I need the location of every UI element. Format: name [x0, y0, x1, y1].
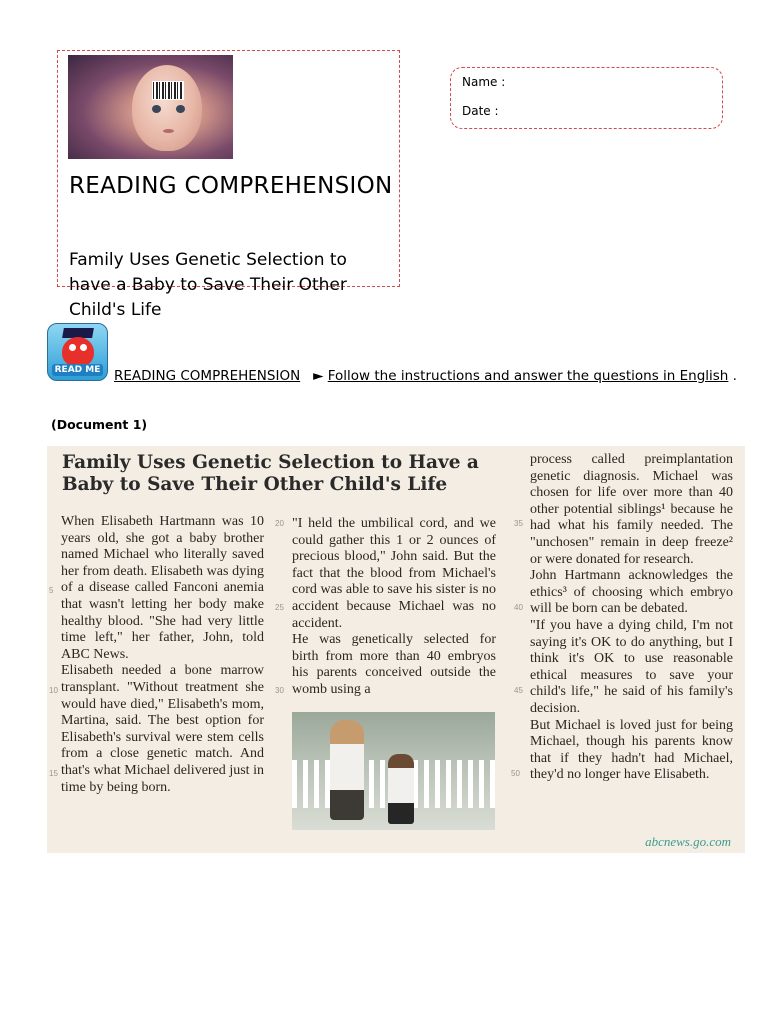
article-paragraph: When Elisabeth Hartmann was 10 years old, she got a baby brother named Michael who literally saved her from death. Elisabeth was dying of a disease called Fanconi anemia that wasn't letting her body make healthy blood. "She had very little time left," her father, John, told ABC News.	[61, 514, 264, 662]
article-column-1	[61, 514, 264, 796]
name-label: Name :	[462, 75, 506, 89]
article-scan	[47, 446, 745, 853]
line-number: 40	[514, 603, 523, 612]
article-paragraph: process called preimplantation genetic diagnosis. Michael was chosen for life over more than 40 other potential siblings¹ because he had what his family needed. The "unchosen" remain in deep freeze² or were donated for research.	[530, 452, 733, 567]
instructions	[47, 367, 737, 386]
article-paragraph: "If you have a dying child, I'm not saying it's OK to do anything, but I think it's OK to use reasonable ethical measures to save your child's life," he said of his family's decision.	[530, 617, 733, 716]
girl-figure	[330, 720, 364, 820]
article-paragraph: He was genetically selected for birth from more than 40 embryos his parents conceived outside the womb using a	[292, 632, 496, 697]
baby-with-barcode-photo	[68, 55, 233, 159]
date-label: Date :	[462, 104, 499, 118]
instruction-text: Follow the instructions and answer the questions in English	[327, 368, 729, 384]
children-by-fence-photo	[292, 712, 495, 830]
name-date-box	[450, 67, 723, 129]
section-label: READING COMPREHENSION	[114, 368, 301, 384]
page-title: READING COMPREHENSION	[69, 173, 393, 199]
article-column-2	[292, 516, 496, 699]
article-title: Family Uses Genetic Selection to Have a Baby to Save Their Other Child's Life	[62, 452, 479, 495]
document-label: (Document 1)	[51, 417, 148, 432]
mascot-icon	[62, 337, 94, 367]
article-paragraph: But Michael is loved just for being Michael, though his parents know that if they hadn't had Michael, they'd no longer have Elisabeth.	[530, 717, 733, 783]
line-number: 45	[514, 686, 523, 695]
barcode-icon	[152, 81, 184, 100]
line-number: 50	[511, 769, 520, 778]
page-subtitle: Family Uses Genetic Selection to have a Baby to Save Their Other Child's Life	[69, 250, 347, 320]
article-paragraph: Elisabeth needed a bone marrow transplant. "Without treatment she would have died," Elisabeth's mom, Martina, said. The best option for Elisabeth's survival were stem cells from a close genetic match. And that's what Michael delivered just in time by being born.	[61, 663, 264, 795]
line-number: 35	[514, 519, 523, 528]
title-box	[57, 50, 400, 320]
source-credit: abcnews.go.com	[645, 834, 731, 849]
baby-head	[132, 65, 202, 151]
baby-mouth	[163, 129, 174, 133]
line-number: 5	[49, 586, 54, 595]
line-number: 20	[275, 519, 284, 528]
line-number: 25	[275, 603, 284, 612]
article-paragraph: John Hartmann acknowledges the ethics³ of choosing which embryo will be born can be debated.	[530, 568, 733, 617]
instruction-period: .	[732, 368, 737, 384]
mascot-eye	[80, 344, 87, 351]
arrow-icon: ►	[313, 368, 324, 384]
boy-figure	[388, 754, 414, 824]
article-paragraph: "I held the umbilical cord, and we could gather this 1 or 2 ounces of precious blood," John said. But the fact that the blood from Michael's cord was able to save his sister is no accident because Michael was no accident.	[292, 516, 496, 631]
line-number: 10	[49, 686, 58, 695]
line-number: 30	[275, 686, 284, 695]
read-me-label: READ ME	[52, 364, 103, 376]
baby-eye	[176, 105, 185, 113]
article-column-3	[530, 452, 733, 784]
baby-eye	[152, 105, 161, 113]
line-number: 15	[49, 769, 58, 778]
mascot-eye	[69, 344, 76, 351]
